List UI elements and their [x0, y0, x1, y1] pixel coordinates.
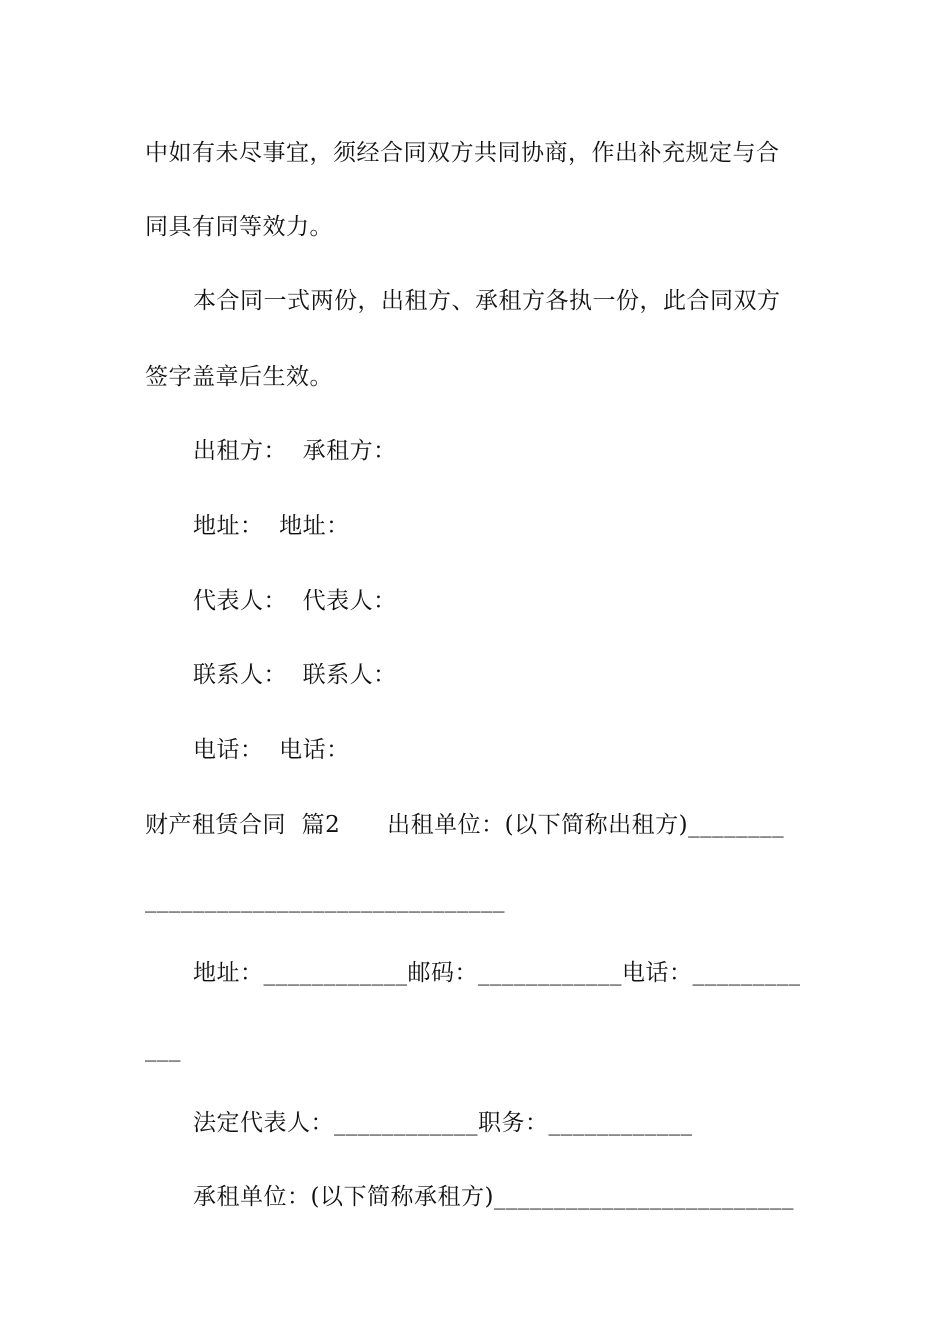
blank-underline: ___	[145, 1036, 181, 1062]
address-zip-phone-line: 地址：____________邮码：____________电话：_________	[193, 960, 801, 986]
blank-underline: ______________________________	[145, 887, 505, 913]
signature-field-representative: 代表人： 代表人：	[193, 588, 397, 614]
signature-field-address: 地址： 地址：	[193, 513, 350, 539]
text-line: 同具有同等效力。	[145, 214, 333, 240]
lessee-unit-line: 承租单位：(以下简称承租方)_________________________	[193, 1184, 794, 1210]
text-line: 本合同一式两份，出租方、承租方各执一份，此合同双方	[193, 288, 781, 314]
text-line: 中如有未尽事宜，须经合同双方共同协商，作出补充规定与合	[145, 140, 780, 166]
legal-representative-line: 法定代表人：____________职务：____________	[193, 1110, 693, 1136]
section-heading-line: 财产租赁合同 篇2 出租单位：(以下简称出租方)________	[145, 812, 785, 838]
signature-field-phone: 电话： 电话：	[193, 737, 350, 763]
signature-field-contact: 联系人： 联系人：	[193, 662, 397, 688]
text-line: 签字盖章后生效。	[145, 364, 333, 390]
signature-field-lessor-lessee: 出租方： 承租方：	[193, 438, 397, 464]
